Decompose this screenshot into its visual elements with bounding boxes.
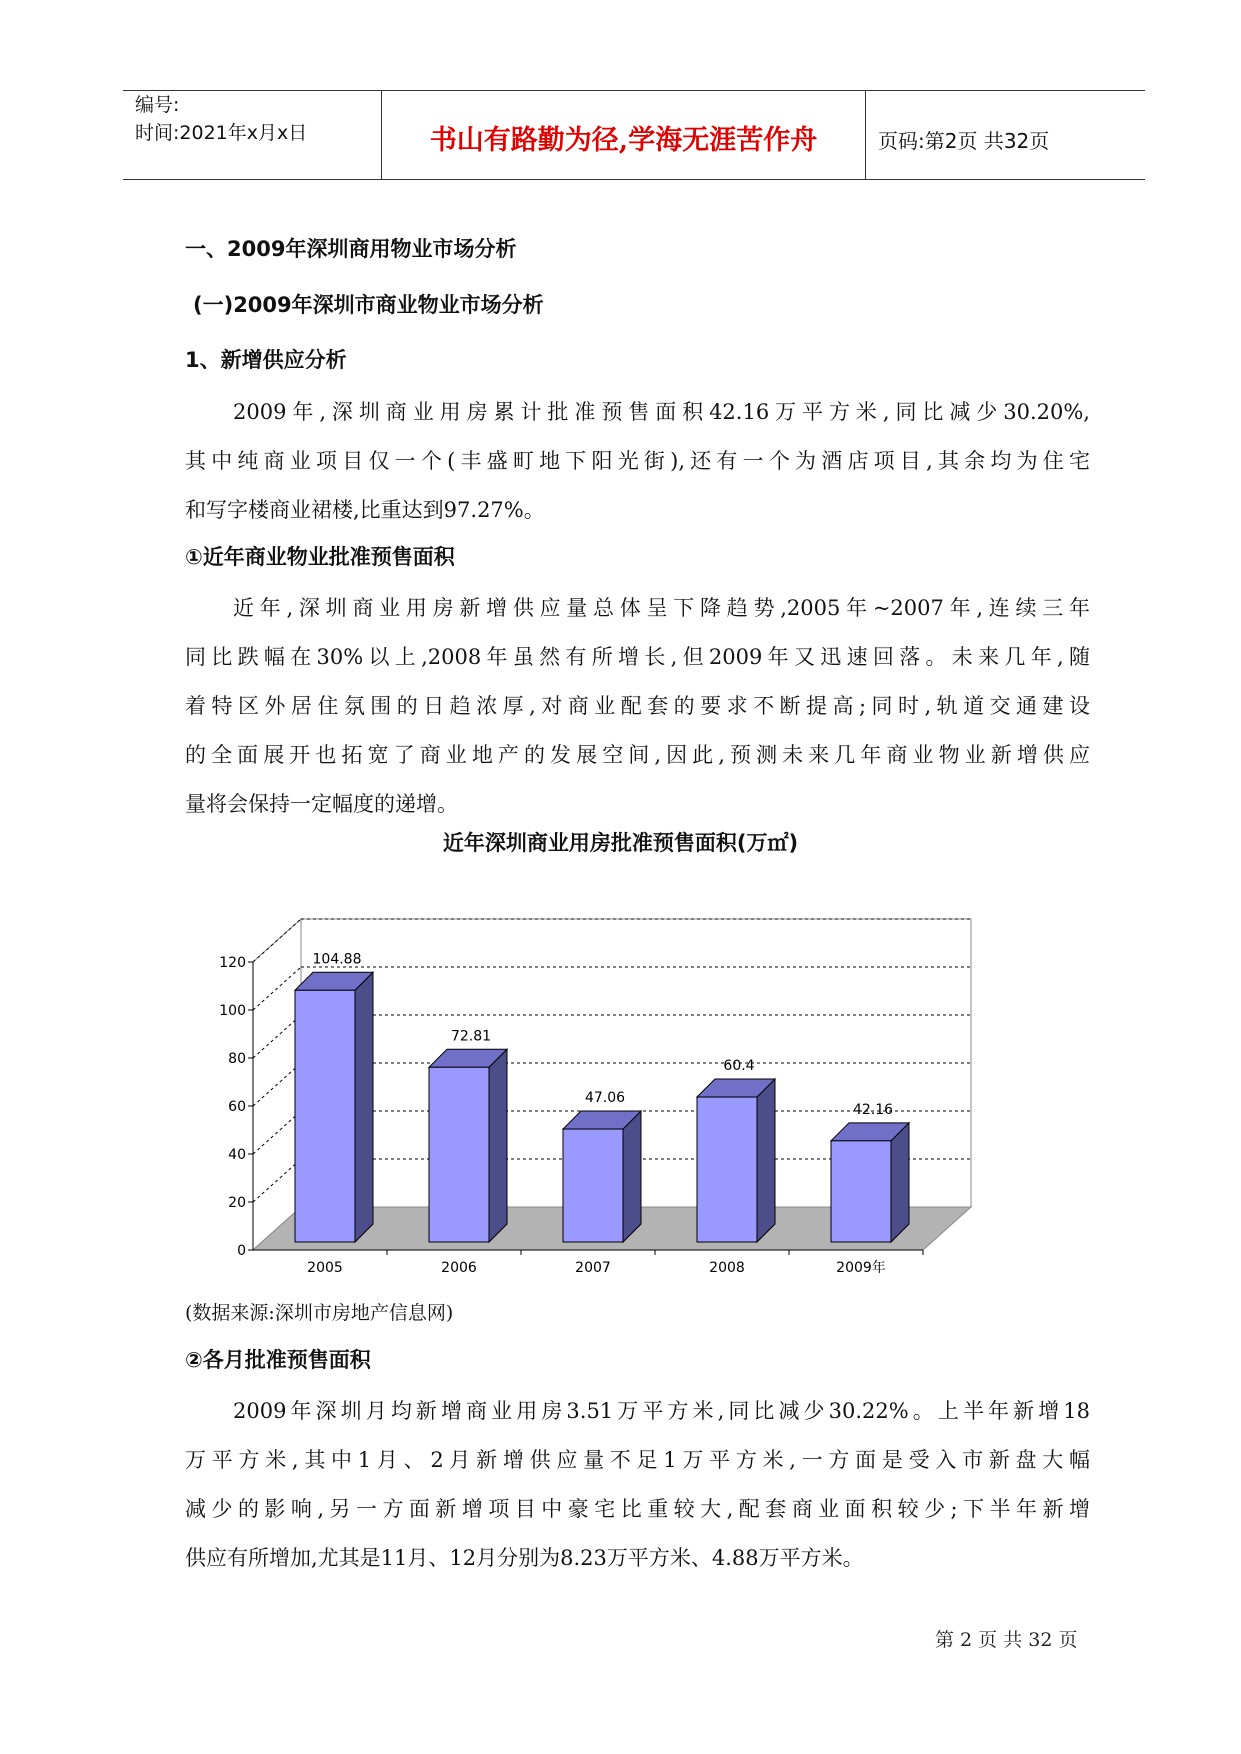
bar [831,1141,891,1242]
bar-side [489,1049,507,1242]
paragraph-line: 近年,深圳商业用房新增供应量总体呈下降趋势,2005年~2007年,连续三年 [233,596,1090,620]
paragraph-line: 供应有所增加,尤其是11月、12月分别为8.23万平方米、4.88万平方米。 [185,1546,864,1570]
paragraph-line: 量将会保持一定幅度的递增。 [185,792,458,816]
bar-side [355,972,373,1242]
bar-chart [200,880,1060,1290]
bar-value-label: 42.16 [852,1101,894,1118]
x-tick-label: 2008 [709,1260,745,1276]
x-tick-label: 2006 [441,1260,477,1276]
y-tick-label: 120 [219,955,246,971]
data-source-note: (数据来源:深圳市房地产信息网) [185,1302,454,1324]
section-heading-4: ①近年商业物业批准预售面积 [185,545,455,569]
page-footer: 第 2 页 共 32 页 [935,1629,1078,1651]
paragraph-line: 2009年,深圳商业用房累计批准预售面积42.16万平方米,同比减少30.20%, [233,400,1090,424]
chart-title: 近年深圳商业用房批准预售面积(万㎡) [442,831,799,855]
bar [429,1067,489,1242]
y-tick-label: 0 [237,1243,246,1259]
paragraph-supply-trend [185,584,1090,829]
section-heading-1: 一、2009年深圳商用物业市场分析 [185,237,517,261]
paragraph-line: 和写字楼商业裙楼,比重达到97.27%。 [185,498,545,522]
y-tick-label: 40 [228,1147,246,1163]
paragraph-line: 减少的影响,另一方面新增项目中豪宅比重较大,配套商业面积较少;下半年新增 [185,1497,1090,1521]
section-heading-3: 1、新增供应分析 [185,348,347,372]
bar [295,990,355,1242]
bar-value-label: 47.06 [584,1090,626,1107]
y-tick-label: 20 [228,1195,246,1211]
x-tick-label: 2009年 [836,1260,886,1276]
section-heading-5: ②各月批准预售面积 [185,1348,371,1372]
paragraph-supply-summary [185,388,1090,535]
y-tick-label: 100 [219,1003,246,1019]
bar-side [891,1123,909,1242]
paragraph-line: 同比跌幅在30%以上,2008年虽然有所增长,但2009年又迅速回落。未来几年,随 [185,645,1090,669]
x-tick-label: 2007 [575,1260,611,1276]
bar-side [623,1111,641,1242]
page-header [123,90,1145,180]
y-tick-label: 80 [228,1051,246,1067]
bar-value-label: 104.88 [312,951,362,968]
paragraph-line: 2009年深圳月均新增商业用房3.51万平方米,同比减少30.22%。上半年新增18 [233,1399,1090,1423]
bar-value-label: 72.81 [450,1028,492,1045]
document-time-label: 时间:2021年x月x日 [135,122,308,144]
y-tick-label: 60 [228,1099,246,1115]
header-motto: 书山有路勤为径,学海无涯苦作舟 [382,91,866,179]
bar-side [757,1079,775,1242]
header-page-info: 页码:第2页 共32页 [878,128,1050,153]
bar [563,1129,623,1242]
header-meta-cell [123,91,382,179]
paragraph-line: 着特区外居住氛围的日趋浓厚,对商业配套的要求不断提高;同时,轨道交通建设 [185,694,1090,718]
paragraph-line: 万平方米,其中1月、2月新增供应量不足1万平方米,一方面是受入市新盘大幅 [185,1448,1090,1472]
paragraph-line: 的全面展开也拓宽了商业地产的发展空间,因此,预测未来几年商业物业新增供应 [185,743,1090,767]
document-number-label: 编号: [135,94,180,116]
x-tick-label: 2005 [307,1260,343,1276]
bar-value-label: 60.4 [723,1058,755,1075]
paragraph-monthly [185,1387,1090,1583]
paragraph-line: 其中纯商业项目仅一个(丰盛町地下阳光街),还有一个为酒店项目,其余均为住宅 [185,449,1090,473]
section-heading-2: (一)2009年深圳市商业物业市场分析 [193,293,544,317]
bar [697,1097,757,1242]
